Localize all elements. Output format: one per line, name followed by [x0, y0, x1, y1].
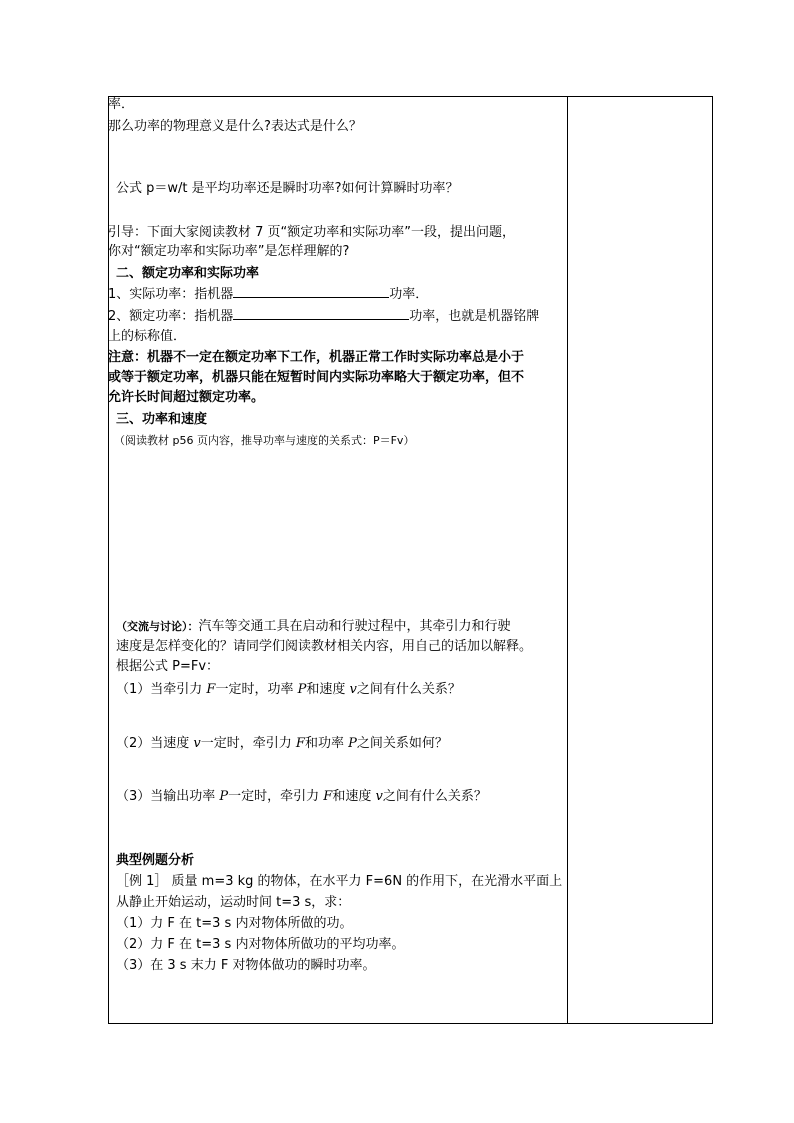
variable: v: [375, 789, 383, 804]
question-text: 之间关系如何？: [356, 736, 448, 751]
fill-line: [108, 285, 566, 304]
variable: P: [219, 789, 229, 804]
question-text: 一定时，功率: [215, 682, 298, 697]
question-line: [116, 681, 574, 699]
fill-line: [108, 307, 566, 326]
question-text: （1）当牵引力: [116, 682, 207, 697]
fill-line-suffix: 功率．: [389, 287, 429, 302]
variable: F: [323, 789, 333, 804]
section-heading: 二、额定功率和实际功率: [116, 266, 260, 281]
section-heading: 三、功率和速度: [116, 412, 208, 427]
variable: v: [193, 736, 201, 751]
formula-line: 根据公式 P=Fv：: [116, 659, 220, 674]
variable: P: [348, 736, 357, 751]
variable: v: [349, 682, 357, 697]
note-line: 或等于额定功率，机器只能在短暂时间内实际功率略大于额定功率，但不: [108, 370, 525, 385]
variable: F: [295, 736, 305, 751]
question-line: [116, 735, 574, 753]
example-question: （3）在 3 s 末力 F 对物体做功的瞬时功率。: [116, 958, 376, 973]
example-line: 从静止开始运动，运动时间 t=3 s，求：: [116, 895, 351, 910]
question-text: 和功率: [304, 736, 349, 751]
reading-instruction: （阅读教材 p56 页内容，推导功率与速度的关系式：P＝Fv）: [114, 434, 415, 447]
variable: F: [206, 682, 216, 697]
text-line: 率．: [108, 97, 135, 112]
discussion-label: （交流与讨论）：: [116, 620, 199, 633]
guide-line: 你对“额定功率和实际功率”是怎样理解的?: [108, 244, 350, 259]
question-text: 之间有什么关系？: [356, 682, 461, 697]
text-line: 上的标称值．: [108, 329, 187, 344]
discussion-text: 汽车等交通工具在启动和行驶过程中，其牵引力和行驶: [198, 619, 511, 634]
fill-line-suffix: 功率，也就是机器铭牌: [409, 309, 540, 324]
question-text: 一定时，牵引力: [200, 736, 296, 751]
note-line: 允许长时间超过额定功率。: [108, 390, 265, 405]
question-line: [116, 788, 574, 806]
discussion-line: 速度是怎样变化的？请同学们阅读教材相关内容，用自己的话加以解释。: [116, 639, 533, 654]
fill-line-label: 2、额定功率：指机器: [108, 309, 234, 324]
answer-blank[interactable]: [233, 285, 389, 298]
guide-line: 引导：下面大家阅读教材 7 页“额定功率和实际功率”一段，提出问题，: [108, 225, 516, 240]
variable: P: [297, 682, 307, 697]
question-line: 那么功率的物理意义是什么?表达式是什么？: [108, 119, 362, 134]
example-question: （2）力 F 在 t=3 s 内对物体所做功的平均功率。: [116, 937, 405, 952]
answer-blank[interactable]: [233, 307, 409, 320]
fill-line-label: 1、实际功率：指机器: [108, 287, 234, 302]
question-text: （3）当输出功率: [116, 789, 220, 804]
note-line: 注意：机器不一定在额定功率下工作，机器正常工作时实际功率总是小于: [108, 350, 525, 365]
question-text: 一定时，牵引力: [228, 789, 324, 804]
example-question: （1）力 F 在 t=3 s 内对物体所做的功。: [116, 916, 353, 931]
question-text: 之间有什么关系？: [382, 789, 487, 804]
discussion-line: [116, 618, 574, 636]
question-text: 和速度: [332, 789, 376, 804]
example-line: ［例 1］ 质量 m=3 kg 的物体，在水平力 F=6N 的作用下，在光滑水平面上: [116, 874, 563, 889]
question-text: 和速度: [306, 682, 350, 697]
section-heading: 典型例题分析: [116, 853, 195, 868]
question-line: 公式 p＝w/t 是平均功率还是瞬时功率?如何计算瞬时功率？: [116, 181, 459, 196]
question-text: （2）当速度: [116, 736, 194, 751]
